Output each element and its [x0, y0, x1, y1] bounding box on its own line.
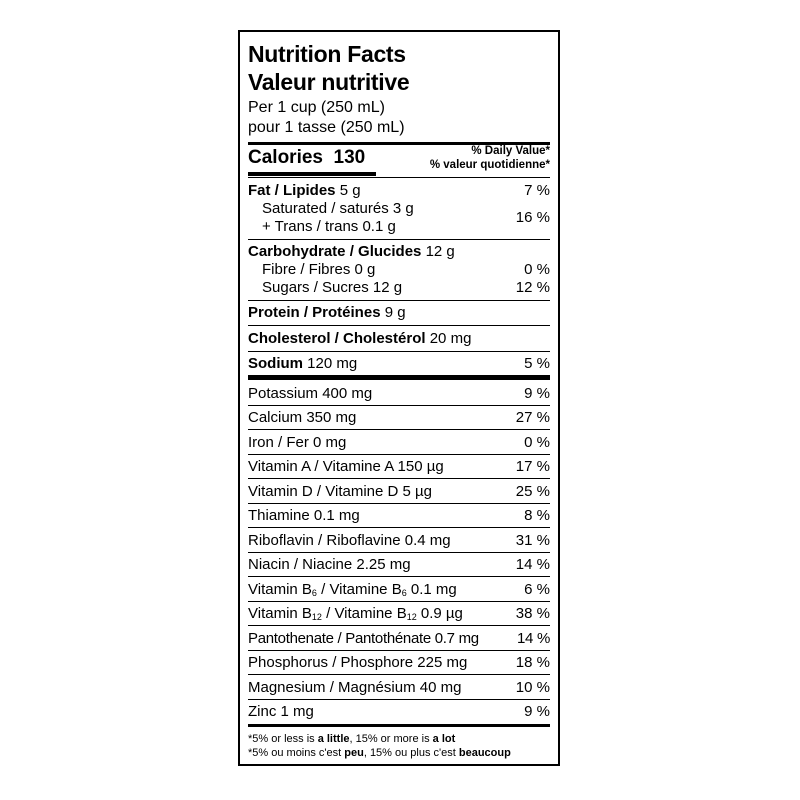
trans-row	[262, 218, 550, 236]
divider-rule	[248, 478, 550, 479]
divider-rule	[248, 454, 550, 455]
protein-label: Protein / Protéines	[248, 304, 381, 321]
vitamin-b6-label	[248, 581, 457, 598]
magnesium-percent: 10 %	[515, 679, 550, 696]
divider-rule	[248, 601, 550, 602]
vitamin-b12-french-prefix: / Vitamine B	[321, 605, 407, 622]
riboflavin-row	[248, 532, 550, 550]
potassium-row	[248, 385, 550, 403]
fat-amount: 5 g	[339, 182, 361, 199]
fat-label: Fat / Lipides	[248, 182, 336, 199]
vitamin-b12-subscript: 12	[311, 612, 322, 622]
sodium-label: Sodium	[248, 355, 303, 372]
divider-rule	[248, 177, 550, 178]
thiamine-percent: 8 %	[524, 507, 550, 524]
divider-rule	[248, 239, 550, 240]
calories-label: Calories	[248, 147, 323, 168]
cholesterol-row	[248, 330, 550, 348]
vitamin-b12-percent: 38 %	[515, 605, 550, 622]
sodium-percent: 5 %	[524, 355, 550, 372]
cholesterol-amount: 20 mg	[429, 330, 472, 347]
pantothenate-row	[248, 630, 550, 648]
divider-rule	[248, 625, 550, 626]
divider-rule	[248, 724, 550, 727]
saturated-row	[262, 200, 550, 218]
potassium-percent: 9 %	[524, 385, 550, 402]
riboflavin-percent: 31 %	[515, 532, 550, 549]
fibre-row	[262, 261, 550, 279]
phosphorus-percent: 18 %	[515, 654, 550, 671]
divider-rule	[248, 503, 550, 504]
iron-percent: 0 %	[524, 434, 550, 451]
vitamin-b12-label	[248, 605, 463, 622]
footnote-fr-part: *5% ou moins c'est	[248, 747, 345, 759]
sugars-percent: 12 %	[515, 279, 550, 296]
calcium-percent: 27 %	[515, 409, 550, 426]
vitamin-b12-row	[248, 605, 550, 623]
daily-value-header-french: % valeur quotidienne*	[429, 159, 550, 171]
carbohydrate-label: Carbohydrate / Glucides	[248, 243, 422, 260]
vitamin-b6-percent: 6 %	[524, 581, 550, 598]
footnote-fr-part: , 15% ou plus c'est	[363, 747, 459, 759]
pantothenate-label: Pantothenate / Pantothénate 0.7 mg	[248, 630, 479, 647]
vitamin-b6-subscript: 6	[311, 588, 317, 598]
sugars-row	[262, 279, 550, 297]
carbohydrate-row	[248, 243, 550, 261]
zinc-percent: 9 %	[524, 703, 550, 720]
footnote-en-bold: a little	[317, 733, 350, 745]
niacin-row	[248, 556, 550, 574]
calories-value: 130	[333, 147, 366, 168]
potassium-label: Potassium 400 mg	[248, 385, 373, 402]
protein-amount: 9 g	[384, 304, 406, 321]
vitamin-b12-prefix: Vitamin B	[248, 605, 312, 622]
footnote-english	[248, 732, 455, 746]
serving-size-french: pour 1 tasse (250 mL)	[248, 119, 405, 136]
footnote-french	[248, 746, 511, 760]
iron-row	[248, 434, 550, 452]
carbohydrate-amount: 12 g	[425, 243, 455, 260]
daily-value-header-english: % Daily Value*	[471, 145, 550, 157]
calcium-label: Calcium 350 mg	[248, 409, 357, 426]
divider-rule	[248, 351, 550, 352]
riboflavin-label: Riboflavin / Riboflavine 0.4 mg	[248, 532, 451, 549]
divider-rule	[248, 429, 550, 430]
footnote-fr-bold: peu	[344, 747, 364, 759]
trans-label: + Trans / trans 0.1 g	[262, 218, 396, 235]
nutrition-facts-label	[238, 30, 560, 766]
vitamin-a-label: Vitamin A / Vitamine A 150 µg	[248, 458, 444, 475]
protein-row	[248, 304, 550, 322]
vitamin-a-row	[248, 458, 550, 476]
pantothenate-percent: 14 %	[517, 630, 550, 647]
title-french: Valeur nutritive	[248, 69, 410, 95]
label-content	[248, 32, 550, 764]
zinc-row	[248, 703, 550, 721]
footnote-en-bold: a lot	[432, 733, 456, 745]
vitamin-d-label: Vitamin D / Vitamine D 5 µg	[248, 483, 432, 500]
magnesium-row	[248, 679, 550, 697]
divider-rule	[248, 405, 550, 406]
saturated-label: Saturated / saturés 3 g	[262, 200, 414, 217]
phosphorus-row	[248, 654, 550, 672]
phosphorus-label: Phosphorus / Phosphore 225 mg	[248, 654, 468, 671]
calcium-row	[248, 409, 550, 427]
thick-divider-rule	[248, 375, 550, 380]
vitamin-a-percent: 17 %	[515, 458, 550, 475]
divider-rule	[248, 650, 550, 651]
vitamin-d-row	[248, 483, 550, 501]
divider-rule	[248, 699, 550, 700]
footnote-en-part: *5% or less is	[248, 733, 318, 745]
sodium-amount: 120 mg	[307, 355, 358, 372]
vitamin-b12-french-subscript: 12	[406, 612, 417, 622]
thiamine-label: Thiamine 0.1 mg	[248, 507, 360, 524]
divider-rule	[248, 300, 550, 301]
vitamin-b6-french-subscript: 6	[401, 588, 407, 598]
calories-row	[248, 148, 365, 168]
iron-label: Iron / Fer 0 mg	[248, 434, 347, 451]
footnote-en-part: , 15% or more is	[349, 733, 433, 745]
calories-underline	[248, 172, 376, 176]
sugars-label: Sugars / Sucres 12 g	[262, 279, 403, 296]
serving-size-english: Per 1 cup (250 mL)	[248, 99, 385, 116]
vitamin-d-percent: 25 %	[515, 483, 550, 500]
fibre-label: Fibre / Fibres 0 g	[262, 261, 376, 278]
fat-percent: 7 %	[524, 182, 550, 199]
sodium-row	[248, 355, 550, 373]
vitamin-b6-row	[248, 581, 550, 599]
thiamine-row	[248, 507, 550, 525]
fibre-percent: 0 %	[524, 261, 550, 278]
magnesium-label: Magnesium / Magnésium 40 mg	[248, 679, 462, 696]
divider-rule	[248, 527, 550, 528]
cholesterol-label: Cholesterol / Cholestérol	[248, 330, 426, 347]
vitamin-b12-amount: 0.9 µg	[416, 605, 463, 622]
divider-rule	[248, 674, 550, 675]
vitamin-b6-french-prefix: / Vitamine B	[316, 581, 402, 598]
title-english: Nutrition Facts	[248, 41, 406, 67]
fat-row	[248, 182, 550, 200]
vitamin-b6-amount: 0.1 mg	[406, 581, 457, 598]
niacin-percent: 14 %	[515, 556, 550, 573]
divider-rule	[248, 325, 550, 326]
divider-rule	[248, 576, 550, 577]
vitamin-b6-prefix: Vitamin B	[248, 581, 312, 598]
footnote-fr-bold: beaucoup	[458, 747, 511, 759]
niacin-label: Niacin / Niacine 2.25 mg	[248, 556, 411, 573]
divider-rule	[248, 552, 550, 553]
zinc-label: Zinc 1 mg	[248, 703, 314, 720]
saturated-trans-percent: 16 %	[515, 209, 550, 226]
